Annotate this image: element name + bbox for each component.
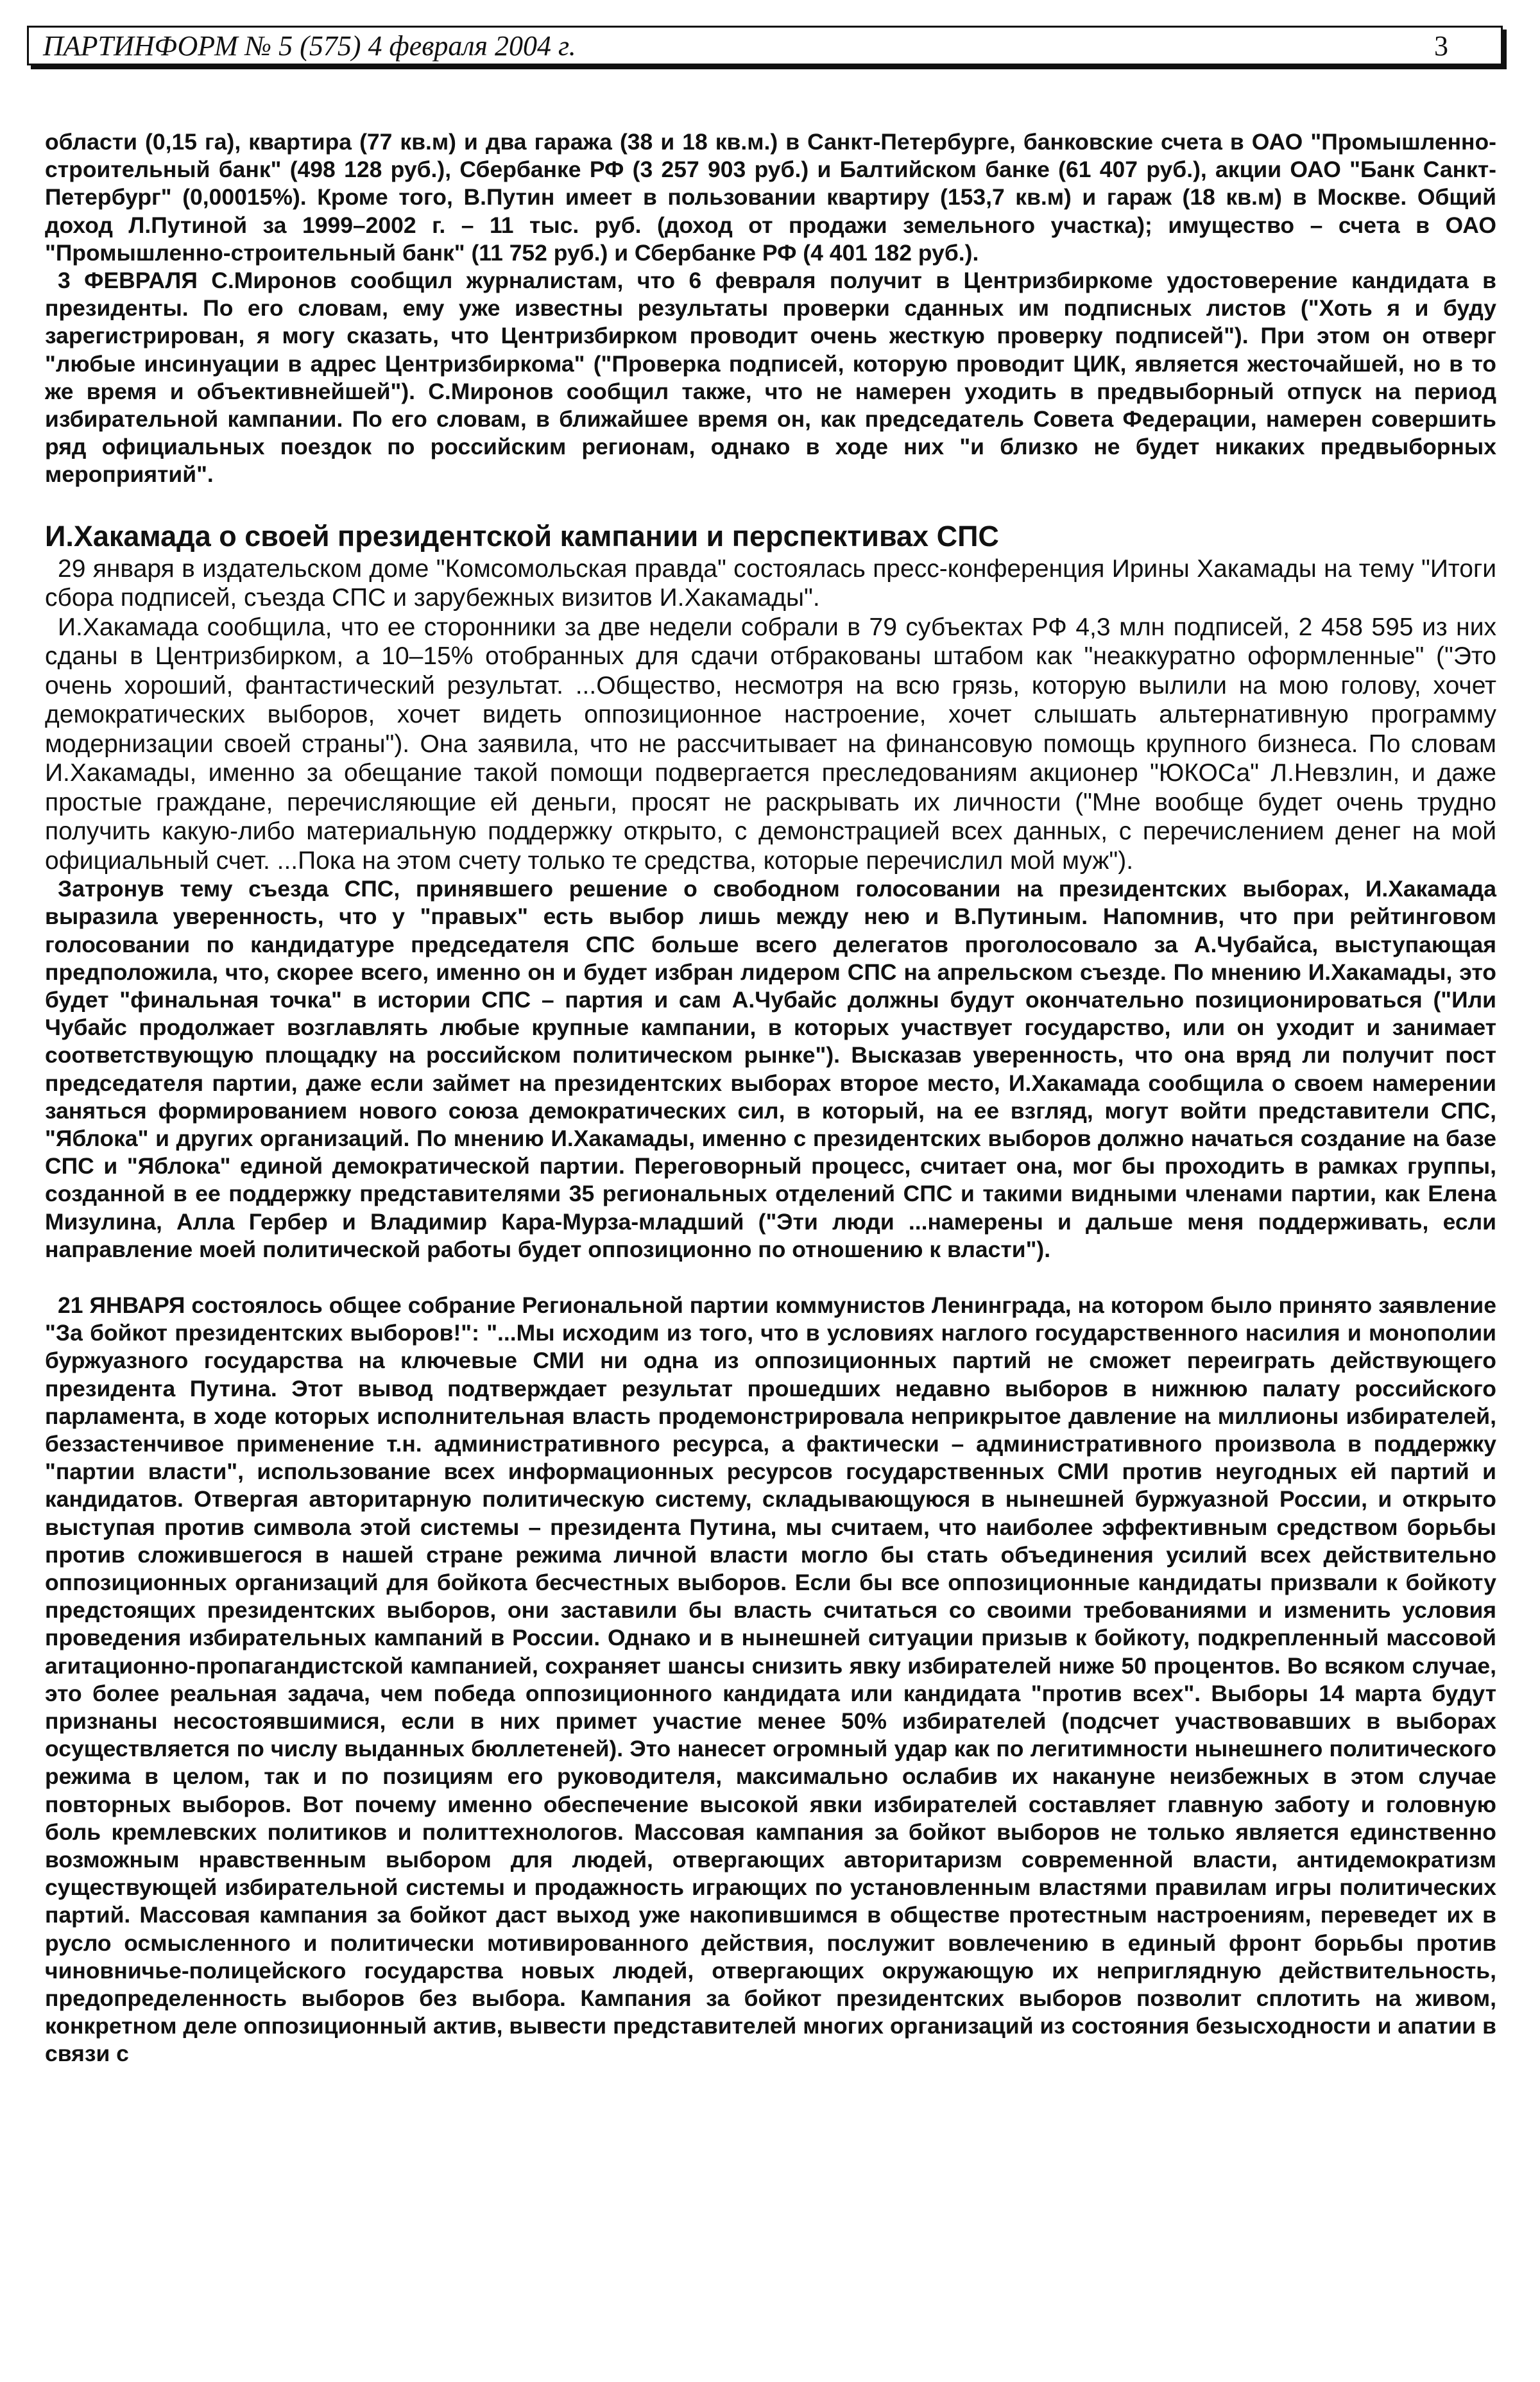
paragraph-putin-assets: области (0,15 га), квартира (77 кв.м) и два гаража (38 и 18 кв.м.) в Санкт-Петербурге, банковские счета в ОАО "Промышленно-строительный банк" (498 128 руб.), Сбербанке РФ (3 257 903 руб.) и Балтийском банке (61 407 руб.), акции ОАО "Банк Санкт-Петербург" (0,00015%). Кроме того, В.Путин имеет в пользовании квартиру (153,7 кв.м) и гараж (18 кв.м) в Москве. Общий доход Л.Путиной за 1999–2002 г. – 11 тыс. руб. (доход от продажи земельного участка); имущество – счета в ОАО "Промышленно-строительный банк" (11 752 руб.) и Сбербанке РФ (4 401 182 руб.). [45,129,1496,266]
article-paragraph: 29 января в издательском доме "Комсомольская правда" состоялась пресс-конференция Ирины Хакамады на тему "Итоги сбора подписей, съезда СПС и зарубежных визитов И.Хакамады". [45,554,1496,612]
page-content [45,128,1496,2068]
page-header [27,26,1503,65]
article-title: И.Хакамада о своей президентской кампании и перспективах СПС [45,519,999,553]
publication-title: ПАРТИНФОРМ № 5 (575) 4 февраля 2004 г. [43,30,576,62]
article-paragraph: И.Хакамада сообщила, что ее сторонники за две недели собрали в 79 субъектах РФ 4,3 млн подписей, 2 458 595 из них сданы в Центризбирком, а 10–15% отобранных для сдачи отбракованы штабом как "неаккуратно оформленные" ("Это очень хороший, фантастический результат. ...Общество, несмотря на всю грязь, которую вылили на мою голову, хочет демократических выборов, хочет видеть оппозиционное настроение, хочет слышать альтернативную программу модернизации своей страны"). Она заявила, что не рассчитывает на финансовую помощь крупного бизнеса. По словам И.Хакамады, именно за обещание такой помощи подвергается преследованиям акционер "ЮКОСа" Л.Невзлин, и даже простые граждане, перечисляющие ей деньги, просят не раскрывать их личности ("Мне вообще будет очень трудно получить какую-либо материальную поддержку открыто, с демонстрацией всех данных, с перечислением денег на мой официальный счет. ...Пока на этом счету только те средства, которые перечислил мой муж"). [45,613,1496,875]
paragraph-boycott-statement: 21 ЯНВАРЯ состоялось общее собрание Региональной партии коммунистов Ленинграда, на котором было принято заявление "За бойкот президентских выборов!": "...Мы исходим из того, что в условиях наглого государственного насилия и монополии буржуазного государства на ключевые СМИ ни одна из оппозиционных партий не сможет переиграть действующего президента Путина. Этот вывод подтверждает результат прошедших недавно выборов в нижнюю палату российского парламента, в ходе которых исполнительная власть продемонстрировала неприкрытое давление на миллионы избирателей, беззастенчивое применение т.н. административного ресурса, а фактически – административного произвола в поддержку "партии власти", использование всех информационных ресурсов государственных СМИ против неугодных ей партий и кандидатов. Отвергая авторитарную политическую систему, складывающуюся в нынешней буржуазной России, и открыто выступая против символа этой системы – президента Путина, мы считаем, что наиболее эффективным средством борьбы против сложившегося в нашей стране режима личной власти могло бы стать объединения усилий всех действительно оппозиционных организаций для бойкота бесчестных выборов. Если бы все оппозиционные кандидаты призвали к бойкоту предстоящих президентских выборов, они заставили бы власть считаться со своими требованиями и изменить условия проведения избирательных кампаний в России. Однако и в нынешней ситуации призыв к бойкоту, подкрепленный массовой агитационно-пропагандистской кампанией, сохраняет шансы снизить явку избирателей ниже 50 процентов. Во всяком случае, это более реальная задача, чем победа оппозиционного кандидата или кандидата "против всех". Выборы 14 марта будут признаны несостоявшимися, если в них примет участие менее 50% избирателей (подсчет участвовавших в выборах осуществляется по числу выданных бюллетеней). Это нанесет огромный удар как по легитимности нынешнего политического режима в целом, так и по позициям его руководителя, максимально ослабив их накануне неизбежных в этом случае повторных выборов. Вот почему именно обеспечение высокой явки избирателей составляет главную заботу и головную боль кремлевских политиков и политтехнологов. Массовая кампания за бойкот выборов не только является единственно возможным нравственным выбором для людей, отвергающих авторитаризм современной власти, антидемократизм существующей избирательной системы и продажность играющих по установленным властями правилам игры политических партий. Массовая кампания за бойкот даст выход уже накопившимся в обществе протестным настроениям, переведет их в русло осмысленного и политически мотивированного действия, послужит вовлечению в единый фронт борьбы против чиновничье-полицейского государства новых людей, отвергающих окружающую их неприглядную действительность, предопределенность выборов без выбора. Кампания за бойкот президентских выборов позволит сплотить на живом, конкретном деле оппозиционный актив, вывести представителей многих организаций из состояния безысходности и апатии в связи с [45,1292,1496,2067]
page-number: 3 [1434,30,1448,62]
paragraph-mironov: 3 ФЕВРАЛЯ С.Миронов сообщил журналистам, что 6 февраля получит в Центризбиркоме удостоверение кандидата в президенты. По его словам, ему уже известны результаты проверки сданных им подписных листов ("Хоть я и буду зарегистрирован, я могу сказать, что Центризбирком проводит очень жесткую проверку подписей"). При этом он отверг "любые инсинуации в адрес Центризбиркома" ("Проверка подписей, которую проводит ЦИК, является жесточайшей, но в то же время и объективнейшей"). С.Миронов сообщил также, что не намерен уходить в предвыборный отпуск на период избирательной кампании. По его словам, в ближайшее время он, как председатель Совета Федерации, намерен совершить ряд официальных поездок по российским регионам, однако в ходе них "и близко не будет никаких предвыборных мероприятий". [45,268,1496,488]
article-paragraph: Затронув тему съезда СПС, принявшего решение о свободном голосовании на президентских выборах, И.Хакамада выразила уверенность, что у "правых" есть выбор лишь между нею и В.Путиным. Напомнив, что при рейтинговом голосовании по кандидатуре председателя СПС больше всего делегатов проголосовало за А.Чубайса, выступающая предположила, что, скорее всего, именно он и будет избран лидером СПС на апрельском съезде. По мнению И.Хакамады, это будет "финальная точка" в истории СПС – партия и сам А.Чубайс должны будут окончательно позиционироваться ("Или Чубайс продолжает возглавлять любые крупные кампании, в которых участвует государство, или он уходит и занимает соответствующую площадку на российском политическом рынке"). Высказав уверенность, что она вряд ли получит пост председателя партии, даже если займет на президентских выборах второе место, И.Хакамада сообщила о своем намерении заняться формированием нового союза демократических сил, в который, на ее взгляд, могут войти представители СПС, "Яблока" и других организаций. По мнению И.Хакамады, именно с президентских выборов должно начаться создание на базе СПС и "Яблока" единой демократической партии. Переговорный процесс, считает она, мог бы проходить в рамках группы, созданной в ее поддержку представителями 35 региональных отделений СПС и такими видными членами партии, как Елена Мизулина, Алла Гербер и Владимир Кара-Мурза-младший ("Эти люди ...намерены и дальше меня поддерживать, если направление моей политической работы будет оппозиционно по отношению к власти"). [45,876,1496,1262]
